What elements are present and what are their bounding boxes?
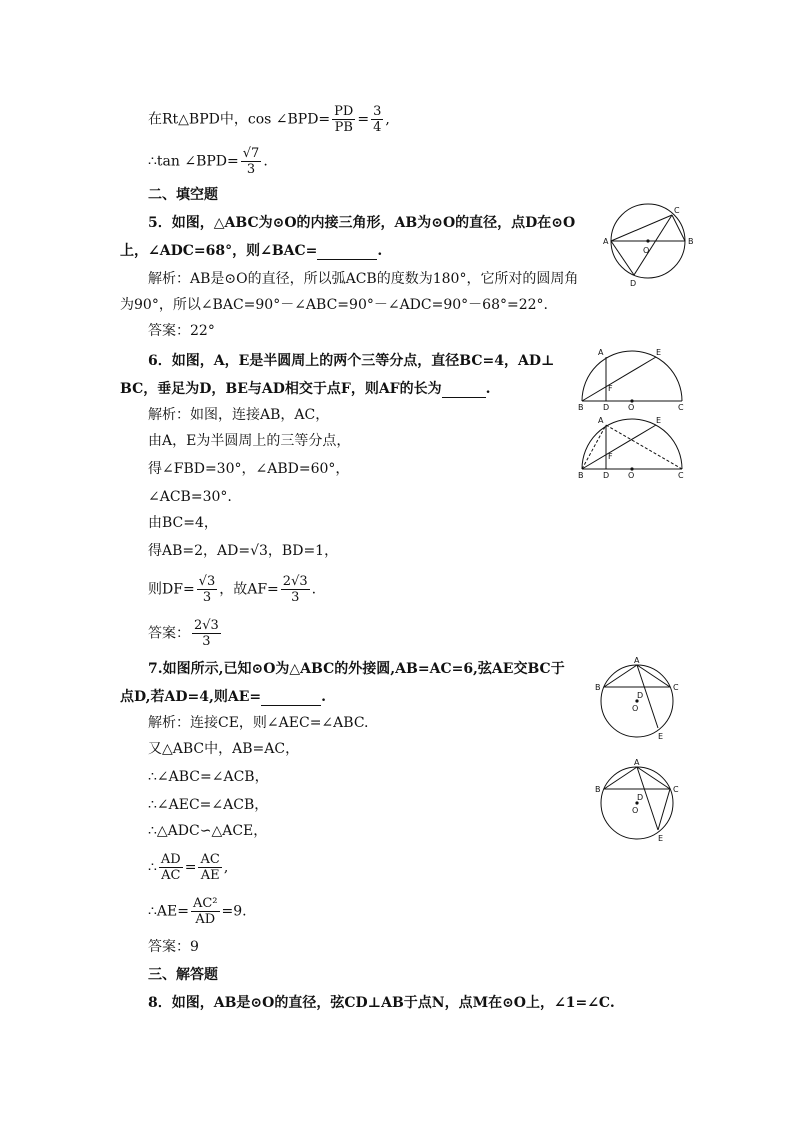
fraction: $\frac{3}{4}$: [373, 104, 382, 135]
label-a: A: [598, 416, 604, 425]
q7-solution-line5: ∴△ADC∽△ACE，: [148, 823, 268, 839]
q5-solution-line2: 为90°，所以∠BAC=90°－∠ABC=90°－∠ADC=90°－68°=22°.: [120, 297, 548, 313]
label-c: C: [678, 471, 684, 480]
label-o: O: [628, 471, 635, 480]
answer-blank: [261, 691, 321, 706]
fraction: $\frac{2√3}{3}$: [194, 618, 219, 649]
answer-blank: [317, 245, 377, 260]
q5-solution-line1: 解析：AB是⊙O的直径，所以弧ACB的度数为180°，它所对的圆周角: [148, 271, 579, 287]
q6-answer: 答案： $\frac{2√3}{3}$: [148, 618, 219, 649]
label-o: O: [632, 806, 639, 815]
q6-solution-line1: 解析：如图，连接AB，AC，: [148, 407, 330, 423]
fraction: $\frac{AD}{AC}$: [160, 852, 181, 883]
label-e: E: [658, 834, 664, 843]
q7-circle-figure-1: [592, 656, 687, 746]
label-f: F: [608, 452, 613, 461]
label-c: C: [678, 403, 684, 412]
label-e: E: [658, 732, 664, 741]
q8-line1: 8．如图，AB是⊙O的直径，弦CD⊥AB于点N，点M在⊙O上，∠1=∠C.: [148, 995, 615, 1011]
q6-solution-line5: 由BC=4，: [148, 515, 218, 531]
label-b: B: [595, 683, 601, 692]
q7-answer: 答案：9: [148, 939, 199, 955]
q5-answer: 答案：22°: [148, 323, 215, 339]
label-d: D: [630, 279, 637, 288]
q5-line1: 5．如图，△ABC为⊙O的内接三角形，AB为⊙O的直径，点D在⊙O: [148, 215, 576, 231]
chord-ac: [637, 665, 670, 687]
q6-solution-line7: 则DF= $\frac{√3}{3}$ ，故AF= $\frac{2√3}{3}$ .: [148, 574, 317, 605]
chord-ab: [604, 767, 637, 789]
chord-dc: [634, 215, 672, 275]
fraction: $\frac{PD}{PB}$: [334, 104, 354, 135]
top-cos-line: 在Rt△BPD中，cos ∠BPD= $\frac{PD}{PB}$ = $\frac{3}{4}$ ,: [148, 104, 390, 135]
q6-line1: 6．如图，A，E是半圆周上的两个三等分点，直径BC=4，AD⊥: [148, 353, 555, 369]
q6-line2: BC，垂足为D，BE与AD相交于点F，则AF的长为 .: [120, 381, 491, 397]
label-c: C: [673, 683, 679, 692]
label-b: B: [578, 403, 584, 412]
fraction: $\frac{\text{AC²}}{AD}$: [192, 896, 218, 927]
label-a: A: [634, 758, 640, 767]
chord-ac: [611, 215, 672, 241]
label-a: A: [634, 656, 640, 665]
chord-ab: [604, 665, 637, 687]
label-a: A: [603, 237, 609, 246]
q7-line2: 点D,若AD=4,则AE= .: [120, 689, 327, 705]
segment-be: [582, 357, 656, 401]
label-b: B: [578, 471, 584, 480]
semicircle-arc: [582, 419, 682, 469]
label-a: A: [598, 348, 604, 357]
q7-solution-line6: ∴ $\frac{AD}{AC}$ = $\frac{AC}{AE}$ ,: [148, 852, 229, 883]
q5-line2: 上，∠ADC=68°，则∠BAC= .: [120, 243, 383, 259]
q7-solution-line1: 解析：连接CE，则∠AEC=∠ABC.: [148, 715, 369, 731]
answer-blank: [442, 383, 486, 398]
label-d: D: [603, 403, 610, 412]
label-b: B: [688, 237, 694, 246]
label-b: B: [595, 785, 601, 794]
q7-solution-line4: ∴∠AEC=∠ACB，: [148, 797, 269, 813]
q6-solution-line4: ∠ACB=30°.: [148, 489, 232, 505]
label-o: O: [643, 246, 650, 255]
fraction: $\frac{√7}{3}$: [242, 146, 260, 177]
label-o: O: [632, 704, 639, 713]
fraction: $\frac{2√3}{3}$: [282, 574, 308, 605]
section-heading-fill-blank: 二、填空题: [148, 187, 218, 203]
q7-solution-line3: ∴∠ABC=∠ACB，: [148, 769, 269, 785]
q6-solution-line6: 得AB=2，AD=√3，BD=1，: [148, 543, 339, 559]
q6-semicircle-figure-1: [572, 346, 687, 416]
q6-solution-line2: 由A，E为半圆周上的三等分点，: [148, 433, 351, 449]
label-d: D: [603, 471, 610, 480]
q7-solution-line7: ∴AE= $\frac{\text{AC²}}{AD}$ =9.: [148, 896, 247, 927]
label-d: D: [637, 793, 644, 802]
label-e: E: [656, 416, 662, 425]
center-dot: [646, 239, 649, 242]
chord-ac: [637, 767, 670, 789]
fraction: $\frac{√3}{3}$: [198, 574, 216, 605]
label-c: C: [674, 206, 680, 215]
q5-circle-figure: [600, 200, 700, 290]
fraction: $\frac{AC}{AE}$: [200, 852, 220, 883]
q7-circle-figure-2: [592, 758, 687, 848]
semicircle-arc: [582, 351, 682, 401]
q6-solution-line3: 得∠FBD=30°，∠ABD=60°，: [148, 461, 350, 477]
label-e: E: [656, 348, 662, 357]
q6-semicircle-figure-2: [572, 414, 687, 484]
chord-ad: [611, 241, 634, 275]
q7-solution-line2: 又△ABC中，AB=AC，: [148, 741, 300, 757]
label-f: F: [608, 384, 613, 393]
label-c: C: [673, 785, 679, 794]
label-o: O: [628, 403, 635, 412]
chord-ce: [658, 789, 670, 830]
q7-line1: 7.如图所示,已知⊙O为△ABC的外接圆,AB=AC=6,弦AE交BC于: [148, 661, 565, 677]
segment-be: [582, 425, 656, 469]
section-heading-solution: 三、解答题: [148, 967, 218, 983]
top-tan-line: ∴tan ∠BPD= $\frac{√7}{3}$ .: [148, 146, 268, 177]
label-d: D: [637, 691, 644, 700]
